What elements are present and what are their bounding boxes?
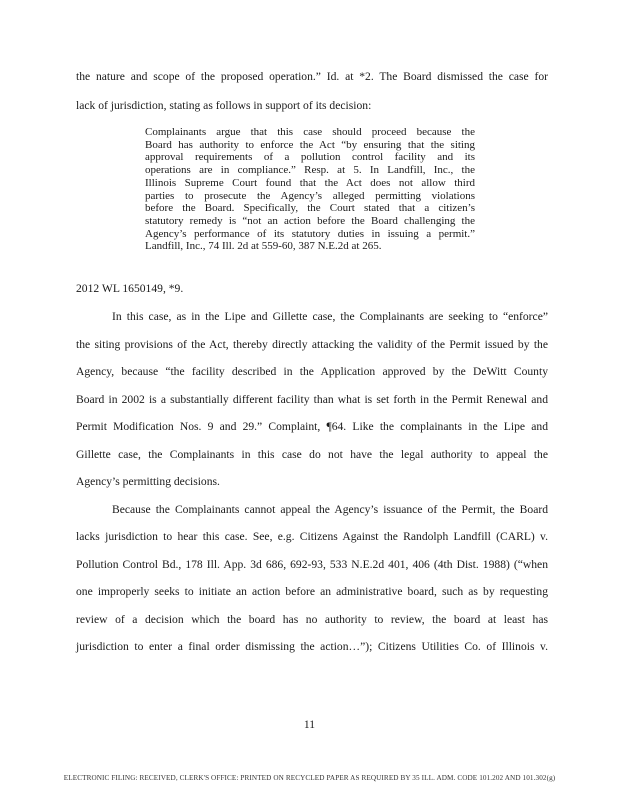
quote-line: statutory remedy is “not an action before the Board challenging the xyxy=(145,214,475,227)
quote-line: Illinois Supreme Court found that the Act does not allow third xyxy=(145,176,475,189)
quote-line: operations are in compliance.” Resp. at 5. In Landfill, Inc., the xyxy=(145,164,475,177)
text-line-13: Pollution Control Bd., 178 Ill. App. 3d 686, 692-93, 533 N.E.2d 401, 406 (4th Dist. 1988) (“when xyxy=(76,558,548,571)
text-line-1: the nature and scope of the proposed operation.” Id. at *2. The Board dismissed the case for xyxy=(76,70,548,83)
page-number: 11 xyxy=(303,718,316,731)
text-line-12: lacks jurisdiction to hear this case. See, e.g. Citizens Against the Randolph Landfill (CARL) v. xyxy=(76,530,548,543)
text-line-11: Because the Complainants cannot appeal the Agency’s issuance of the Permit, the Board xyxy=(112,503,548,516)
block-quote xyxy=(145,126,475,253)
text-line-14: one improperly seeks to initiate an action before an administrative board, such as by requesting xyxy=(76,585,548,598)
text-line-10: Agency’s permitting decisions. xyxy=(76,475,220,488)
quote-line: Landfill, Inc., 74 Ill. 2d at 559-60, 387 N.E.2d at 265. xyxy=(145,240,382,253)
text-line-9: Gillette case, the Complainants in this case do not have the legal authority to appeal the xyxy=(76,448,548,461)
footer-stamp: ELECTRONIC FILING: RECEIVED, CLERK'S OFFICE: PRINTED ON RECYCLED PAPER AS REQUIRED BY 35 ILL. ADM. CODE 101.202 AND 101.302(g) xyxy=(63,774,556,782)
text-line-8: Permit Modification Nos. 9 and 29.” Complaint, ¶64. Like the complainants in the Lipe and xyxy=(76,420,548,433)
quote-line: Board has authority to enforce the Act “by ensuring that the siting xyxy=(145,138,475,151)
text-line-16: jurisdiction to enter a final order dismissing the action…”); Citizens Utilities Co. of Illinois v. xyxy=(76,640,548,653)
text-line-15: review of a decision which the board has no authority to review, the board at least has xyxy=(76,613,548,626)
quote-line: parties to prosecute the Agency’s alleged permitting violations xyxy=(145,189,475,202)
text-line-6: Agency, because “the facility described in the Application approved by the DeWitt County xyxy=(76,365,548,378)
quote-line: before the Board. Specifically, the Court stated that a citizen’s xyxy=(145,202,475,215)
text-line-7: Board in 2002 is a substantially different facility than what is set forth in the Permit Renewal and xyxy=(76,393,548,406)
text-line-4: In this case, as in the Lipe and Gillette case, the Complainants are seeking to “enforce” xyxy=(112,310,548,323)
quote-line: approval requirements of a pollution control facility and its xyxy=(145,151,475,164)
citation-line: 2012 WL 1650149, *9. xyxy=(76,282,184,295)
quote-line: Agency’s performance of its statutory duties in issuing a permit.” xyxy=(145,227,475,240)
quote-line: Complainants argue that this case should proceed because the xyxy=(145,126,475,138)
text-line-2: lack of jurisdiction, stating as follows in support of its decision: xyxy=(76,99,372,112)
text-line-5: the siting provisions of the Act, thereby directly attacking the validity of the Permit issued by the xyxy=(76,338,548,351)
